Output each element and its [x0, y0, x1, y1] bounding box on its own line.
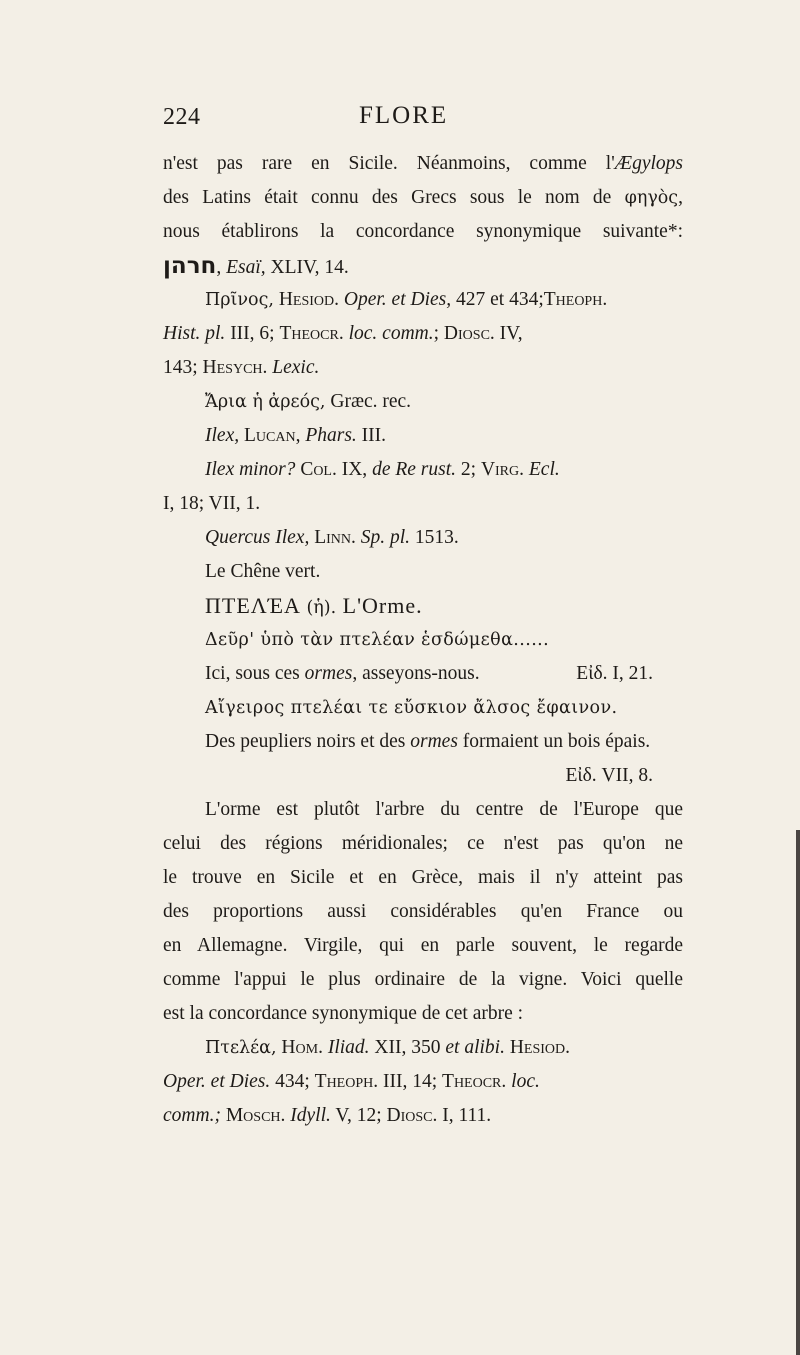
synonym-entry: חרהן, Esaï, XLIV, 14.	[163, 253, 349, 279]
page-edge-shadow	[796, 830, 800, 1355]
body-text	[163, 147, 683, 1133]
synonym-entry: Ilex, Lucan, Phars. III.	[205, 425, 387, 446]
text-line: Hist. pl. III, 6; Theocr. loc. comm.; Diosc. IV,	[163, 323, 523, 344]
citation: Εἰδ. VII, 8.	[565, 765, 653, 786]
text-line: L'orme est plutôt l'arbre du centre de l'Europe que	[205, 799, 683, 820]
greek-quote: Δεῦρ' ὑπὸ τὰν πτελέαν ἑσδώμεθα......	[205, 630, 550, 650]
synonym-entry: Ἄρια ἡ ἀρεός, Græc. rec.	[205, 391, 412, 412]
text-line: nous établirons la concordance synonymique suivante*:	[163, 221, 683, 242]
text-line: des proportions aussi considérables qu'en France ou	[163, 901, 683, 922]
translation-line: Des peupliers noirs et des ormes formaient un bois épais.	[205, 731, 651, 752]
text-line: 143; Hesych. Lexic.	[163, 357, 320, 378]
synonym-entry: Πτελέα, Hom. Iliad. XII, 350 et alibi. Hesiod.	[205, 1037, 571, 1058]
section-heading: ΠΤΕΛΈΑ (ἡ). L'Orme.	[205, 593, 423, 618]
synonym-entry: Ilex minor? Col. IX, de Re rust. 2; Virg. Ecl.	[205, 459, 560, 480]
greek-quote: Αἴγειρος πτελέαι τε εὔσκιον ἄλσος ἔφαινον.	[205, 698, 618, 718]
citation: Εἰδ. I, 21.	[576, 663, 653, 684]
text-line: en Allemagne. Virgile, qui en parle souvent, le regarde	[163, 935, 683, 956]
text-line: celui des régions méridionales; ce n'est pas qu'on ne	[163, 833, 683, 854]
hebrew-word: חרהן	[163, 253, 217, 279]
text-line: I, 18; VII, 1.	[163, 493, 261, 514]
text-line: comm.; Mosch. Idyll. V, 12; Diosc. I, 111.	[163, 1105, 492, 1126]
page-header	[163, 100, 671, 140]
text-line: des Latins était connu des Grecs sous le nom de φηγὸς,	[163, 187, 683, 208]
text-line: le trouve en Sicile et en Grèce, mais il n'y atteint pas	[163, 867, 683, 888]
page-number: 224	[163, 104, 201, 130]
synonym-entry: Πρῖνος, Hesiod. Oper. et Dies, 427 et 434;Theoph.	[205, 289, 608, 310]
text-line: est la concordance synonymique de cet arbre :	[163, 1003, 524, 1024]
text-line: Oper. et Dies. 434; Theoph. III, 14; Theocr. loc.	[163, 1071, 540, 1092]
text-line: comme l'appui le plus ordinaire de la vigne. Voici quelle	[163, 969, 683, 990]
synonym-entry: Quercus Ilex, Linn. Sp. pl. 1513.	[205, 527, 459, 548]
citation-line	[163, 759, 683, 793]
translation-line: Ici, sous ces ormes, asseyons-nous. Εἰδ. I, 21.	[163, 657, 683, 691]
synonym-entry: Le Chêne vert.	[205, 561, 321, 582]
running-title: FLORE	[359, 102, 449, 129]
text-line: n'est pas rare en Sicile. Néanmoins, comme l'Ægylops	[163, 153, 683, 174]
